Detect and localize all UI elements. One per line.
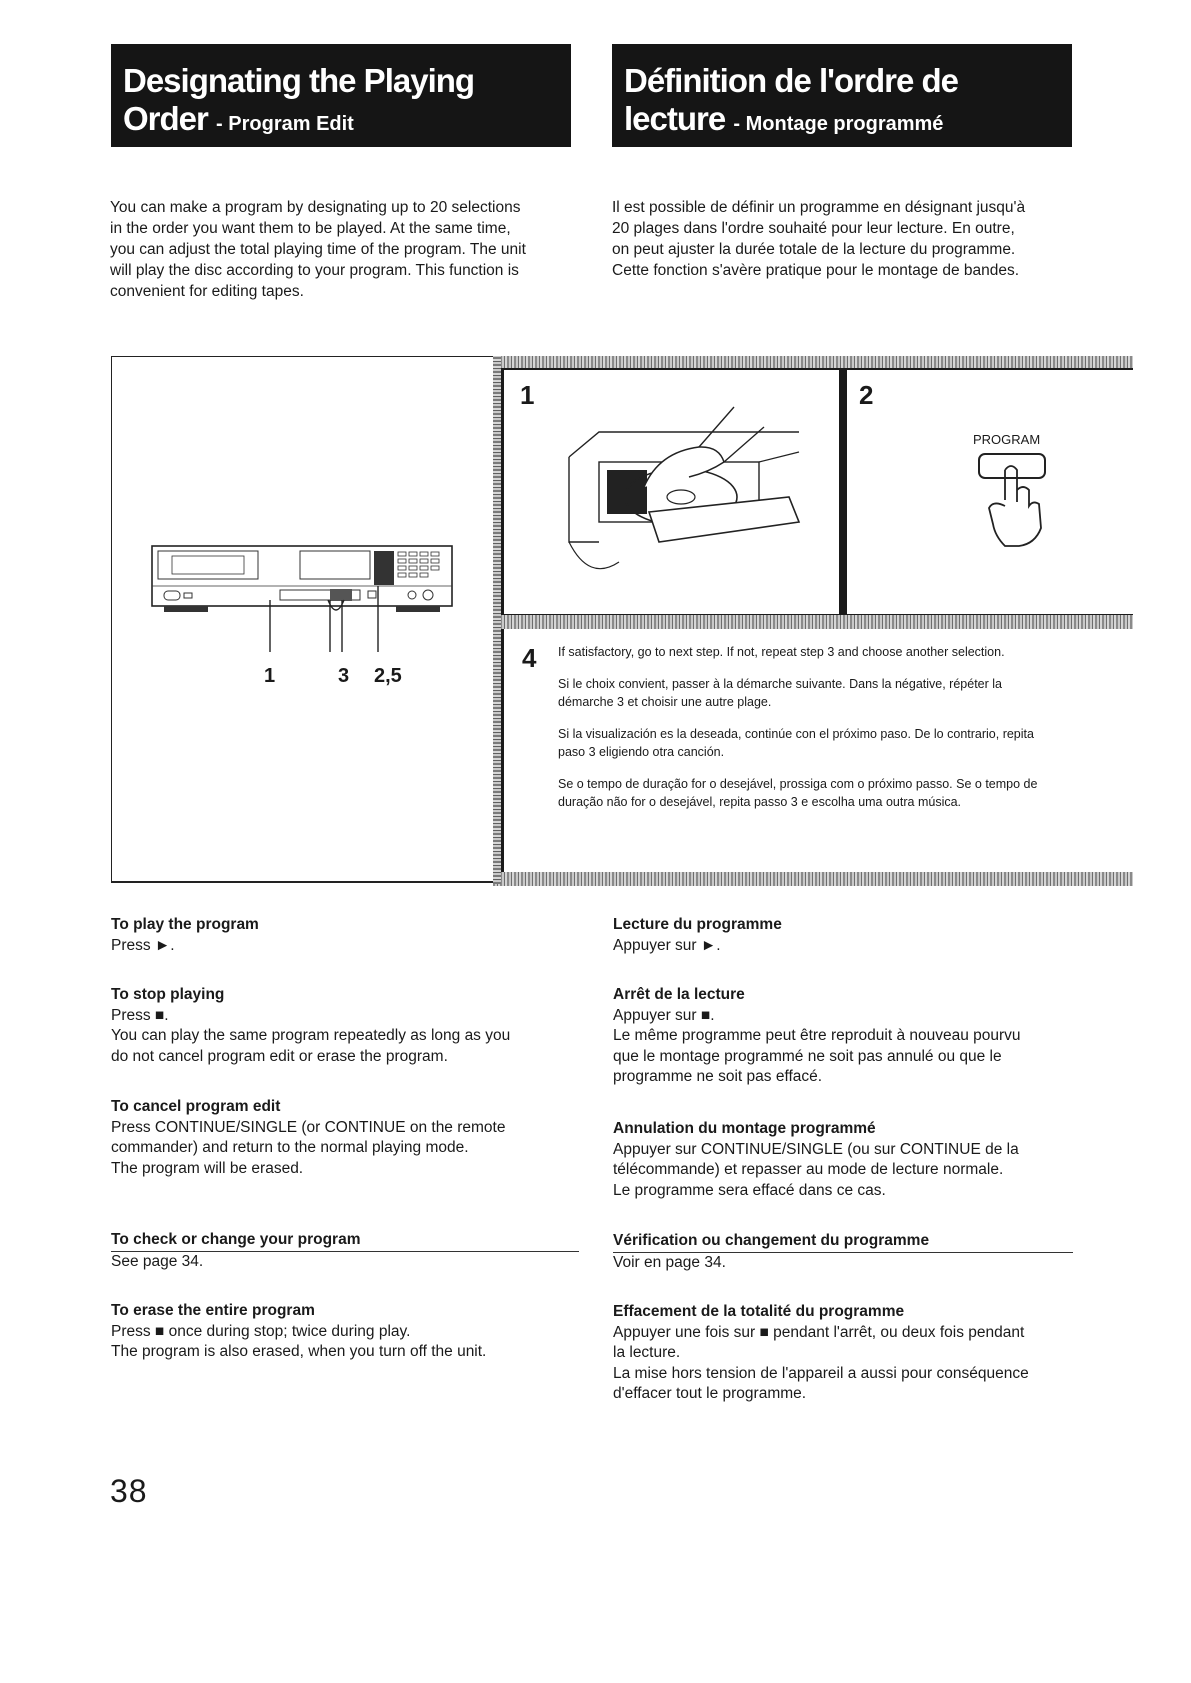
title-box-en xyxy=(111,44,571,147)
intro-en-line: You can make a program by designating up to 20 selections xyxy=(110,199,521,216)
intro-fr xyxy=(612,197,1082,281)
intro-en-line: you can adjust the total playing time of the program. The unit xyxy=(110,241,526,258)
section-fr-play xyxy=(613,915,1083,956)
intro-fr-line: on peut ajuster la durée totale de la lecture du programme. xyxy=(612,241,1016,258)
intro-fr-line: 20 plages dans l'ordre souhaité pour leur lecture. En outre, xyxy=(612,220,1015,237)
section-heading: To check or change your program xyxy=(111,1230,579,1252)
section-line: do not cancel program edit or erase the program. xyxy=(111,1047,448,1065)
section-heading: Lecture du programme xyxy=(613,916,782,933)
section-fr-check xyxy=(613,1231,1073,1273)
step2-box xyxy=(847,370,1133,614)
page-title-en-line2: Order xyxy=(123,100,208,137)
step4-number: 4 xyxy=(522,643,537,673)
section-line: que le montage programmé ne soit pas annulé ou que le xyxy=(613,1047,1002,1065)
section-line: The program will be erased. xyxy=(111,1159,304,1177)
section-line: Voir en page 34. xyxy=(613,1253,726,1271)
section-line: Le programme sera effacé dans ce cas. xyxy=(613,1181,886,1199)
intro-en xyxy=(110,197,580,302)
page-title-fr-line1: Définition de l'ordre de xyxy=(624,62,959,99)
intro-en-line: will play the disc according to your program. This function is xyxy=(110,262,519,279)
step2-number: 2 xyxy=(859,380,874,410)
section-en-erase xyxy=(111,1301,571,1363)
step4-text-fr: Si le choix convient, passer à la démarche suivante. Dans la négative, répéter la démarche 3 et choisir une autre plage. xyxy=(558,677,1002,709)
steps-panel-left-texture xyxy=(493,356,501,884)
intro-fr-line: Cette fonction s'avère pratique pour le montage de bandes. xyxy=(612,262,1020,279)
section-line: Press ►. xyxy=(111,936,175,954)
page-number: 38 xyxy=(110,1473,148,1509)
section-line: programme ne soit pas effacé. xyxy=(613,1068,823,1085)
program-button-press-icon xyxy=(975,450,1055,550)
section-line: See page 34. xyxy=(111,1252,204,1270)
step4-instructions xyxy=(558,643,1133,825)
section-heading: Annulation du montage programmé xyxy=(613,1120,876,1137)
section-line: la lecture. xyxy=(613,1344,681,1361)
program-button-label: PROGRAM xyxy=(973,432,1041,447)
figure-bottom-border xyxy=(111,881,496,883)
step1-box xyxy=(504,370,839,614)
section-en-cancel xyxy=(111,1097,571,1179)
section-fr-cancel xyxy=(613,1119,1083,1201)
intro-fr-line: Il est possible de définir un programme en désignant jusqu'à xyxy=(612,199,1026,216)
section-line: Le même programme peut être reproduit à nouveau pourvu xyxy=(613,1027,1021,1044)
page-subtitle-en: - Program Edit xyxy=(216,113,354,135)
section-fr-stop xyxy=(613,985,1083,1088)
section-line: Press ■. xyxy=(111,1006,169,1024)
section-line: Appuyer sur ►. xyxy=(613,936,721,954)
title-box-fr xyxy=(612,44,1072,147)
page-title-en-line1: Designating the Playing xyxy=(123,62,475,99)
intro-en-line: in the order you want them to be played. At the same time, xyxy=(110,220,511,237)
section-heading: To cancel program edit xyxy=(111,1098,281,1115)
steps-panel-bottom-texture xyxy=(493,872,1133,886)
section-line: d'effacer tout le programme. xyxy=(613,1385,807,1402)
section-line: télécommande) et repasser au mode de lecture normale. xyxy=(613,1161,1004,1178)
section-line: Appuyer sur CONTINUE/SINGLE (ou sur CONTINUE de la xyxy=(613,1140,1019,1158)
section-en-play xyxy=(111,915,571,956)
section-line: Press CONTINUE/SINGLE (or CONTINUE on the remote xyxy=(111,1118,506,1136)
device-label-1: 1 xyxy=(264,665,276,687)
steps-panel-mid-texture xyxy=(493,615,1133,629)
section-heading: Effacement de la totalité du programme xyxy=(613,1303,905,1320)
section-heading: To erase the entire program xyxy=(111,1302,315,1319)
section-line: Appuyer une fois sur ■ pendant l'arrêt, ou deux fois pendant xyxy=(613,1323,1025,1341)
device-panel xyxy=(111,356,496,883)
section-fr-erase xyxy=(613,1302,1083,1405)
step4-text-pt: Se o tempo de duração for o desejável, prossiga com o próximo passo. Se o tempo de duração não for o desejável, repita passo 3 e escolha uma outra música. xyxy=(558,777,1038,809)
section-line: The program is also erased, when you turn off the unit. xyxy=(111,1343,487,1360)
step4-text-en: If satisfactory, go to next step. If not, repeat step 3 and choose another selection. xyxy=(558,645,1005,659)
section-heading: To play the program xyxy=(111,916,259,933)
section-line: La mise hors tension de l'appareil a aussi pour conséquence xyxy=(613,1364,1029,1382)
page-subtitle-fr: - Montage programmé xyxy=(733,113,944,135)
section-line: You can play the same program repeatedly as long as you xyxy=(111,1027,511,1044)
section-heading: Arrêt de la lecture xyxy=(613,986,745,1003)
device-label-2-5: 2,5 xyxy=(374,665,402,687)
section-line: Press ■ once during stop; twice during play. xyxy=(111,1322,411,1340)
steps-panel-top-texture xyxy=(493,356,1133,368)
cd-player-illustration xyxy=(150,542,465,677)
section-en-check xyxy=(111,1230,579,1272)
section-heading: Vérification ou changement du programme xyxy=(613,1231,1073,1253)
step1-number: 1 xyxy=(520,380,535,410)
section-en-stop xyxy=(111,985,571,1067)
section-line: commander) and return to the normal playing mode. xyxy=(111,1139,469,1156)
step4-box xyxy=(504,629,1133,872)
section-heading: To stop playing xyxy=(111,986,225,1003)
step4-text-es: Si la visualización es la deseada, continúe con el próximo paso. De lo contrario, repita paso 3 eligiendo otra canción. xyxy=(558,727,1034,759)
section-line: Appuyer sur ■. xyxy=(613,1006,715,1024)
page-title-fr-line2: lecture xyxy=(624,100,726,137)
device-label-3: 3 xyxy=(338,665,350,687)
intro-en-line: convenient for editing tapes. xyxy=(110,283,304,300)
disc-tray-illustration xyxy=(559,402,829,602)
